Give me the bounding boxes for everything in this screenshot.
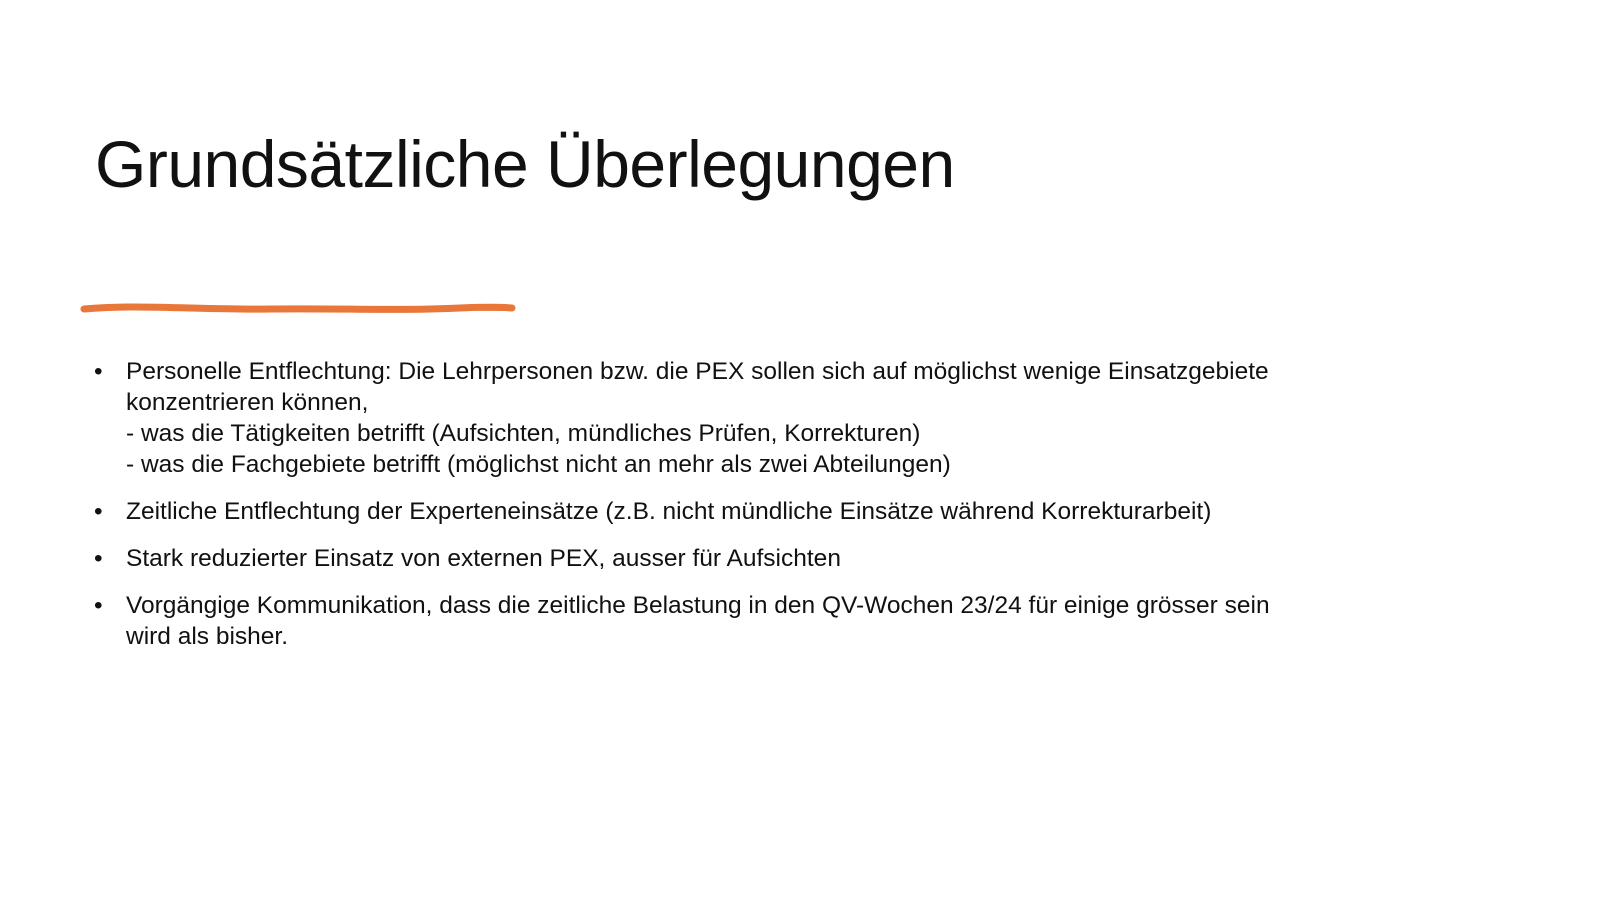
bullet-line: konzentrieren können, — [126, 389, 369, 416]
bullet-line: Vorgängige Kommunikation, dass die zeitliche Belastung in den QV-Wochen 23/24 für einige grösser sein — [126, 592, 1270, 619]
bullet-marker: • — [94, 498, 103, 525]
slide-title: Grundsätzliche Überlegungen — [95, 127, 955, 201]
bullet-line: Personelle Entflechtung: Die Lehrpersonen bzw. die PEX sollen sich auf möglichst wenige Einsatzgebiete — [126, 358, 1269, 385]
accent-underline — [80, 300, 520, 316]
bullet-line: wird als bisher. — [126, 623, 289, 650]
bullet-list — [94, 356, 1434, 668]
bullet-marker: • — [94, 592, 103, 619]
bullet-item — [94, 356, 1434, 480]
bullet-line: Zeitliche Entflechtung der Experteneinsätze (z.B. nicht mündliche Einsätze während Korrekturarbeit) — [126, 498, 1212, 525]
bullet-line: Stark reduzierter Einsatz von externen PEX, ausser für Aufsichten — [126, 545, 841, 572]
bullet-item — [94, 496, 1434, 527]
bullet-item — [94, 543, 1434, 574]
bullet-marker: • — [94, 358, 103, 385]
bullet-line: - was die Fachgebiete betrifft (möglichst nicht an mehr als zwei Abteilungen) — [126, 451, 951, 478]
bullet-line: - was die Tätigkeiten betrifft (Aufsichten, mündliches Prüfen, Korrekturen) — [126, 420, 921, 447]
bullet-item — [94, 590, 1434, 652]
bullet-marker: • — [94, 545, 103, 572]
accent-stroke-overlay — [86, 308, 510, 310]
